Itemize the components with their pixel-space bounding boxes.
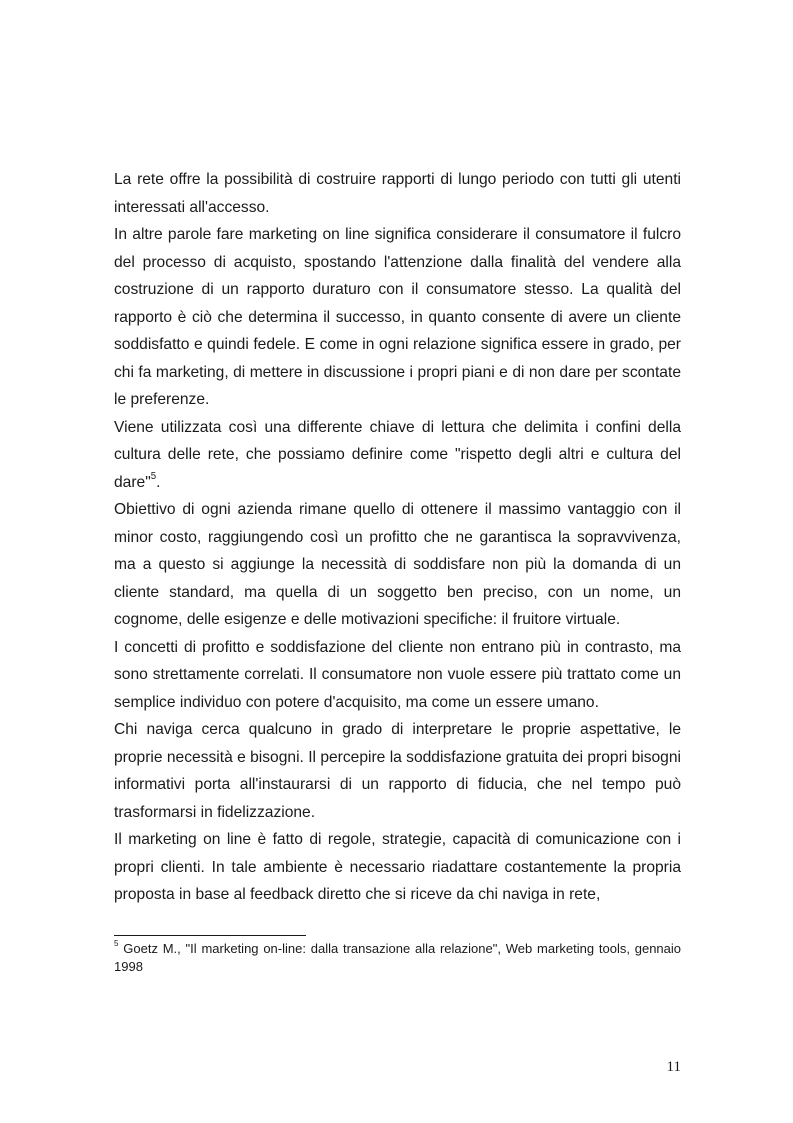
page-number: 11 — [666, 1059, 681, 1075]
paragraph-3 — [114, 414, 681, 497]
paragraph-6: Chi naviga cerca qualcuno in grado di interpretare le proprie aspettative, le proprie necessità e bisogni. Il percepire la soddisfazione gratuita dei propri bisogni informativi porta all'instaurarsi di un rapporto di fiducia, che nel tempo può trasformarsi in fidelizzazione. — [114, 721, 681, 821]
paragraph-7: Il marketing on line è fatto di regole, strategie, capacità di comunicazione con i propri clienti. In tale ambiente è necessario riadattare costantemente la propria proposta in base al feedback diretto che si riceve da chi naviga in rete, — [114, 831, 681, 903]
footnote-text: Goetz M., "Il marketing on-line: dalla transazione alla relazione", Web marketing tools, gennaio 1998 — [114, 941, 681, 974]
paragraph-1: La rete offre la possibilità di costruire rapporti di lungo periodo con tutti gli utenti interessati all'accesso. — [114, 171, 681, 216]
paragraph-5: I concetti di profitto e soddisfazione del cliente non entrano più in contrasto, ma sono strettamente correlati. Il consumatore non vuole essere più trattato come un semplice individuo con potere d'acquisito, ma come un essere umano. — [114, 638, 681, 711]
paragraph-3-end: . — [156, 473, 161, 491]
footnote-divider — [114, 935, 306, 936]
paragraph-4: Obiettivo di ogni azienda rimane quello di ottenere il massimo vantaggio con il minor costo, raggiungendo così un profitto che ne garantisca la sopravvivenza, ma a questo si aggiunge la necessità di soddisfare non più la domanda di un cliente standard, ma quella di un soggetto ben preciso, con un nome, un cognome, delle esigenze e delle motivazioni specifiche: il fruitore virtuale. — [114, 501, 681, 628]
body-text — [114, 166, 681, 909]
footnote-reference: 5 — [150, 470, 157, 482]
footnote — [114, 940, 681, 976]
paragraph-2: In altre parole fare marketing on line significa considerare il consumatore il fulcro del processo di acquisto, spostando l'attenzione dalla finalità del vendere alla costruzione di un rapporto duraturo con il consumatore stesso. La qualità del rapporto è ciò che determina il successo, in quanto consente di avere un cliente soddisfatto e quindi fedele. E come in ogni relazione significa essere in grado, per chi fa marketing, di mettere in discussione i propri piani e di non dare per scontate le preferenze. — [114, 226, 681, 408]
footnote-number: 5 — [114, 939, 119, 949]
paragraph-3-text: Viene utilizzata così una differente chiave di lettura che delimita i confini della cultura delle rete, che possiamo definire come "rispetto degli altri e cultura del dare" — [114, 418, 681, 491]
